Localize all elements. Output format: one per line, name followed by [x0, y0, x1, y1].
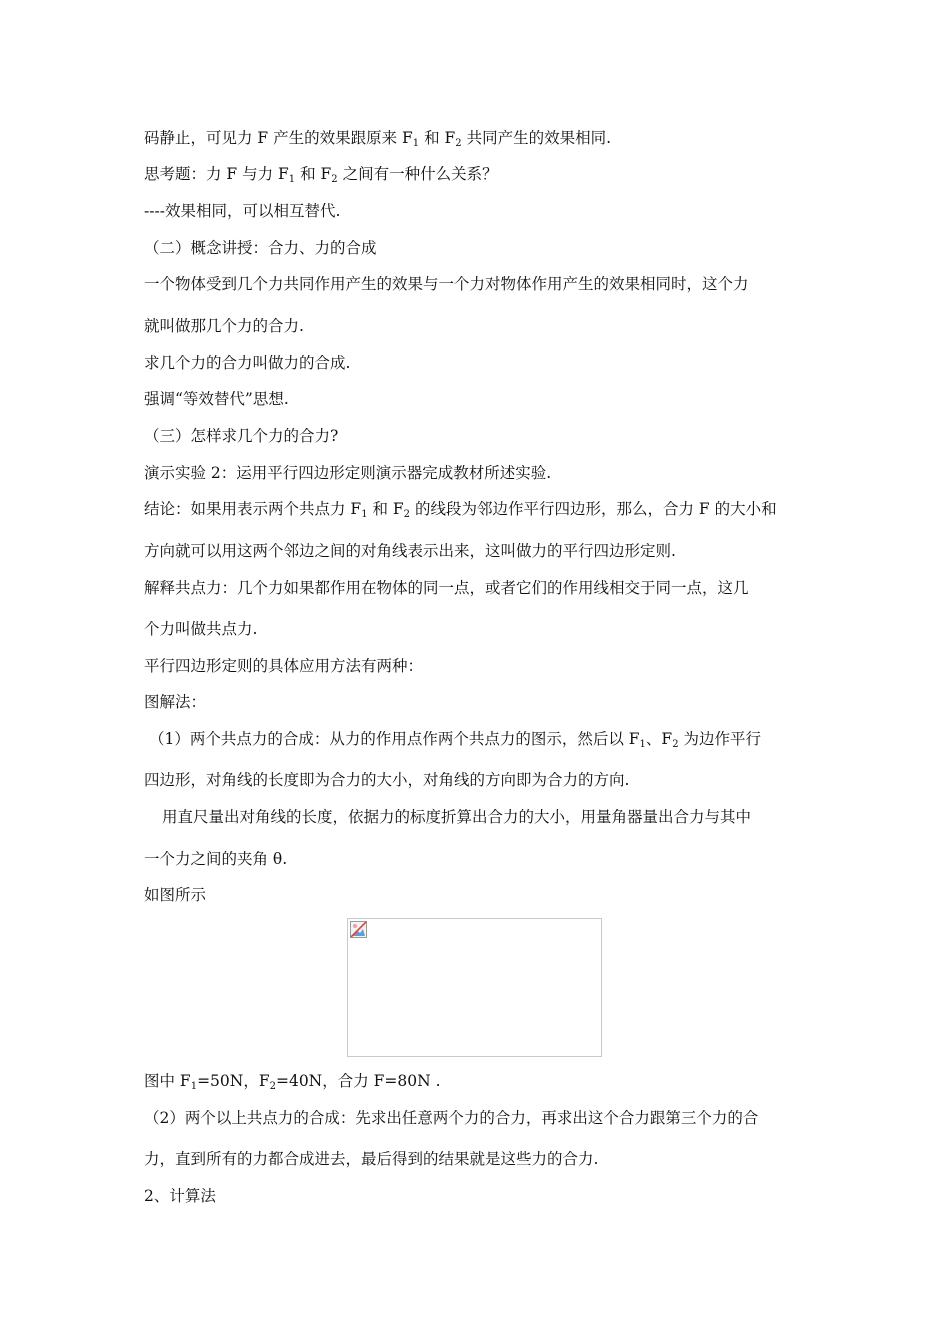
paragraph-line: 演示实验 2：运用平行四边形定则演示器完成教材所述实验. [144, 464, 552, 482]
paragraph-line: 一个力之间的夹角 θ. [144, 850, 288, 868]
section-heading: （二）概念讲授：合力、力的合成 [144, 239, 377, 257]
method-heading: 图解法： [144, 693, 207, 711]
broken-image-icon [350, 921, 367, 938]
answer-line: ----效果相同，可以相互替代. [144, 202, 341, 220]
question-line: 思考题：力 F 与力 $F_1$ 和 $F_2$ 之间有一种什么关系？ [144, 165, 498, 185]
paragraph-line: （1）两个共点力的合成：从力的作用点作两个共点力的图示，然后以 $F_1$、$F_2$ 为边作平行 [149, 730, 761, 750]
paragraph-line: 求几个力的合力叫做力的合成. [144, 354, 351, 372]
conclusion-line: 结论：如果用表示两个共点力 $F_1$ 和 $F_2$ 的线段为邻边作平行四边形，那么，合力 F 的大小和 [144, 500, 777, 520]
paragraph-line: 如图所示 [144, 886, 207, 904]
paragraph-line: 个力叫做共点力. [144, 620, 258, 638]
paragraph-line: 方向就可以用这两个邻边之间的对角线表示出来，这叫做力的平行四边形定则. [144, 542, 676, 560]
paragraph-line: 一个物体受到几个力共同作用产生的效果与一个力对物体作用产生的效果相同时，这个力 [144, 275, 749, 293]
paragraph-line: 解释共点力：几个力如果都作用在物体的同一点，或者它们的作用线相交于同一点，这几 [144, 579, 749, 597]
section-heading: （三）怎样求几个力的合力? [144, 427, 339, 445]
paragraph-line: （2）两个以上共点力的合成：先求出任意两个力的合力，再求出这个合力跟第三个力的合 [144, 1109, 759, 1127]
paragraph-line: 四边形，对角线的长度即为合力的大小，对角线的方向即为合力的方向. [144, 771, 630, 789]
figure-placeholder [347, 918, 602, 1057]
paragraph-line: 就叫做那几个力的合力. [144, 317, 304, 335]
figure-caption: 图中 $F_1=50N$，$F_2=40N$，合力 F=80N . [144, 1072, 441, 1092]
method-heading: 2、计算法 [144, 1187, 216, 1205]
paragraph-line: 平行四边形定则的具体应用方法有两种： [144, 657, 424, 675]
paragraph-line: 码静止，可见力 F 产生的效果跟原来 $F_1$ 和 $F_2$ 共同产生的效果相同. [144, 129, 612, 149]
paragraph-line: 强调“等效替代”思想. [144, 390, 289, 408]
paragraph-line: 力，直到所有的力都合成进去，最后得到的结果就是这些力的合力. [144, 1150, 599, 1168]
paragraph-line: 用直尺量出对角线的长度，依据力的标度折算出合力的大小，用量角器量出合力与其中 [162, 808, 752, 826]
